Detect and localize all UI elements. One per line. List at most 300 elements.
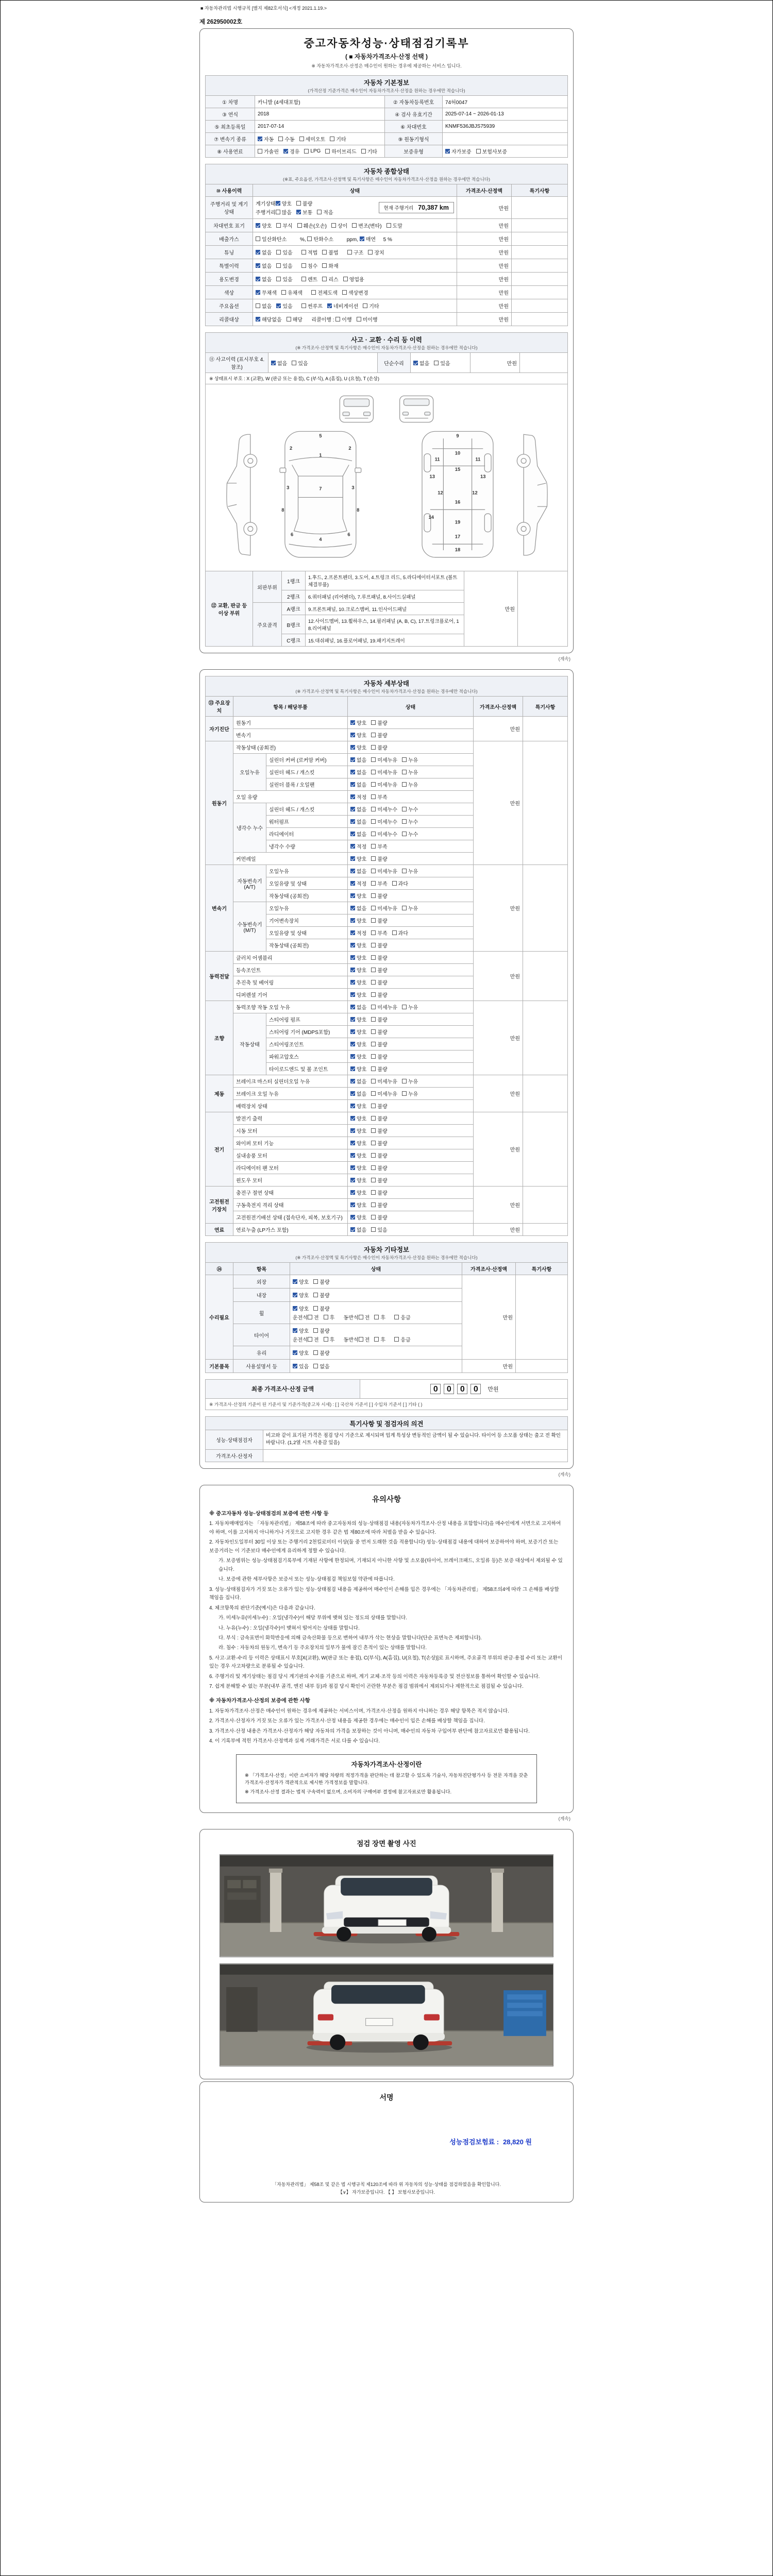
option-불량[interactable] xyxy=(313,1304,329,1312)
option-전[interactable] xyxy=(359,1335,370,1343)
option-가솔린[interactable] xyxy=(258,147,279,155)
option-이행[interactable] xyxy=(335,315,351,323)
checkbox-checked-icon[interactable] xyxy=(350,1202,355,1207)
checkbox-unchecked-icon[interactable] xyxy=(311,290,316,295)
option-보험사보증[interactable] xyxy=(476,147,507,155)
option-불량[interactable] xyxy=(371,1164,387,1172)
checkbox-checked-icon[interactable] xyxy=(256,250,260,255)
checkbox-unchecked-icon[interactable] xyxy=(402,770,407,774)
option-누유[interactable] xyxy=(402,1003,418,1011)
checkbox-unchecked-icon[interactable] xyxy=(476,149,481,154)
option-양호[interactable] xyxy=(293,1304,309,1312)
checkbox-checked-icon[interactable] xyxy=(350,1165,355,1170)
checkbox-unchecked-icon[interactable] xyxy=(371,1005,376,1009)
checkbox-unchecked-icon[interactable] xyxy=(297,223,302,228)
option-있음[interactable] xyxy=(371,1226,387,1233)
checkbox-checked-icon[interactable] xyxy=(350,782,355,787)
checkbox-checked-icon[interactable] xyxy=(271,361,276,365)
option-없음[interactable] xyxy=(350,1090,366,1097)
option-전체도색[interactable] xyxy=(311,289,338,296)
checkbox-unchecked-icon[interactable] xyxy=(324,1315,328,1319)
option-기타[interactable] xyxy=(363,302,379,310)
checkbox-unchecked-icon[interactable] xyxy=(371,1141,376,1145)
option-썬루프[interactable] xyxy=(301,302,323,310)
option-양호[interactable] xyxy=(293,1291,309,1299)
checkbox-unchecked-icon[interactable] xyxy=(313,1328,318,1333)
checkbox-checked-icon[interactable] xyxy=(276,303,281,308)
option-렌트[interactable] xyxy=(301,275,317,283)
option-양호[interactable] xyxy=(350,1201,366,1209)
option-탄화수소[interactable] xyxy=(307,235,333,243)
option-불량[interactable] xyxy=(371,978,387,986)
option-전[interactable] xyxy=(359,1313,370,1321)
checkbox-unchecked-icon[interactable] xyxy=(292,361,296,365)
checkbox-unchecked-icon[interactable] xyxy=(276,277,281,281)
checkbox-checked-icon[interactable] xyxy=(350,1178,355,1182)
checkbox-unchecked-icon[interactable] xyxy=(322,250,327,255)
option-양호[interactable] xyxy=(350,1102,366,1110)
option-양호[interactable] xyxy=(350,731,366,739)
checkbox-unchecked-icon[interactable] xyxy=(331,223,336,228)
option-없음[interactable] xyxy=(256,302,272,310)
option-없음[interactable] xyxy=(350,867,366,875)
checkbox-checked-icon[interactable] xyxy=(276,201,280,206)
checkbox-checked-icon[interactable] xyxy=(350,1128,355,1133)
option-응급[interactable] xyxy=(394,1313,410,1321)
checkbox-checked-icon[interactable] xyxy=(413,361,418,365)
option-불량[interactable] xyxy=(371,1176,387,1184)
option-불법[interactable] xyxy=(322,248,338,256)
option-있음[interactable] xyxy=(434,359,450,367)
option-양호[interactable] xyxy=(350,1065,366,1073)
option-미세누유[interactable] xyxy=(371,867,397,875)
option-기타[interactable] xyxy=(361,147,377,155)
checkbox-unchecked-icon[interactable] xyxy=(313,1279,318,1284)
checkbox-checked-icon[interactable] xyxy=(350,992,355,997)
option-누유[interactable] xyxy=(402,781,418,788)
checkbox-checked-icon[interactable] xyxy=(350,1190,355,1195)
checkbox-unchecked-icon[interactable] xyxy=(371,819,376,824)
checkbox-checked-icon[interactable] xyxy=(350,832,355,836)
option-양호[interactable] xyxy=(350,978,366,986)
checkbox-checked-icon[interactable] xyxy=(350,856,355,861)
option-양호[interactable] xyxy=(350,1015,366,1023)
option-기타[interactable] xyxy=(330,135,346,143)
checkbox-unchecked-icon[interactable] xyxy=(276,250,281,255)
option-누유[interactable] xyxy=(402,867,418,875)
checkbox-unchecked-icon[interactable] xyxy=(374,1315,379,1319)
option-없음[interactable] xyxy=(350,1226,366,1233)
checkbox-unchecked-icon[interactable] xyxy=(394,1315,399,1319)
option-불량[interactable] xyxy=(371,719,387,726)
checkbox-unchecked-icon[interactable] xyxy=(402,1079,407,1083)
checkbox-unchecked-icon[interactable] xyxy=(374,1337,379,1342)
checkbox-unchecked-icon[interactable] xyxy=(325,149,330,154)
checkbox-unchecked-icon[interactable] xyxy=(371,1190,376,1195)
option-양호[interactable] xyxy=(293,1327,309,1334)
checkbox-unchecked-icon[interactable] xyxy=(313,1350,318,1355)
checkbox-checked-icon[interactable] xyxy=(256,290,260,295)
option-미세누유[interactable] xyxy=(371,1003,397,1011)
option-불량[interactable] xyxy=(371,954,387,961)
option-없음[interactable] xyxy=(350,904,366,912)
checkbox-unchecked-icon[interactable] xyxy=(256,303,260,308)
option-자동[interactable] xyxy=(258,135,274,143)
checkbox-unchecked-icon[interactable] xyxy=(322,263,327,268)
option-부족[interactable] xyxy=(371,842,387,850)
checkbox-unchecked-icon[interactable] xyxy=(402,1005,407,1009)
checkbox-unchecked-icon[interactable] xyxy=(322,277,327,281)
checkbox-checked-icon[interactable] xyxy=(293,1328,297,1333)
option-양호[interactable] xyxy=(350,1127,366,1134)
option-미세누유[interactable] xyxy=(371,768,397,776)
checkbox-unchecked-icon[interactable] xyxy=(296,201,301,206)
option-없음[interactable] xyxy=(256,248,272,256)
checkbox-unchecked-icon[interactable] xyxy=(371,1104,376,1108)
option-불량[interactable] xyxy=(371,1053,387,1060)
checkbox-checked-icon[interactable] xyxy=(293,1293,297,1297)
option-있음[interactable] xyxy=(276,248,292,256)
checkbox-unchecked-icon[interactable] xyxy=(308,1337,312,1342)
checkbox-unchecked-icon[interactable] xyxy=(363,303,367,308)
option-양호[interactable] xyxy=(350,1028,366,1036)
option-양호[interactable] xyxy=(350,1139,366,1147)
checkbox-unchecked-icon[interactable] xyxy=(371,968,376,972)
option-없음[interactable] xyxy=(350,756,366,764)
checkbox-unchecked-icon[interactable] xyxy=(371,745,376,750)
checkbox-unchecked-icon[interactable] xyxy=(371,1066,376,1071)
checkbox-unchecked-icon[interactable] xyxy=(371,794,376,799)
option-보통[interactable] xyxy=(296,208,312,216)
option-네비게이션[interactable] xyxy=(327,302,358,310)
checkbox-unchecked-icon[interactable] xyxy=(371,869,376,873)
option-있음[interactable] xyxy=(276,302,292,310)
option-불량[interactable] xyxy=(371,941,387,949)
option-적정[interactable] xyxy=(350,793,366,801)
option-불량[interactable] xyxy=(371,1114,387,1122)
checkbox-unchecked-icon[interactable] xyxy=(402,1091,407,1096)
option-색상변경[interactable] xyxy=(342,289,368,296)
checkbox-unchecked-icon[interactable] xyxy=(371,720,376,725)
option-과다[interactable] xyxy=(392,879,408,887)
option-없음[interactable] xyxy=(256,275,272,283)
checkbox-unchecked-icon[interactable] xyxy=(281,290,286,295)
option-누수[interactable] xyxy=(402,818,418,825)
checkbox-unchecked-icon[interactable] xyxy=(352,223,357,228)
checkbox-checked-icon[interactable] xyxy=(293,1350,297,1355)
checkbox-checked-icon[interactable] xyxy=(256,223,260,228)
checkbox-checked-icon[interactable] xyxy=(296,210,301,214)
checkbox-unchecked-icon[interactable] xyxy=(371,1227,376,1232)
checkbox-checked-icon[interactable] xyxy=(350,807,355,811)
checkbox-unchecked-icon[interactable] xyxy=(301,303,306,308)
checkbox-checked-icon[interactable] xyxy=(350,757,355,762)
option-없음[interactable] xyxy=(413,359,429,367)
option-LPG[interactable] xyxy=(304,148,321,154)
checkbox-unchecked-icon[interactable] xyxy=(371,1054,376,1059)
checkbox-unchecked-icon[interactable] xyxy=(371,1079,376,1083)
option-양호[interactable] xyxy=(350,954,366,961)
option-누유[interactable] xyxy=(402,1077,418,1085)
checkbox-checked-icon[interactable] xyxy=(256,317,260,321)
option-있음[interactable] xyxy=(292,359,308,367)
checkbox-unchecked-icon[interactable] xyxy=(371,757,376,762)
checkbox-unchecked-icon[interactable] xyxy=(301,263,306,268)
option-화재[interactable] xyxy=(322,262,338,269)
option-후[interactable] xyxy=(324,1313,335,1321)
option-양호[interactable] xyxy=(350,719,366,726)
checkbox-unchecked-icon[interactable] xyxy=(371,1029,376,1034)
checkbox-unchecked-icon[interactable] xyxy=(368,250,373,255)
checkbox-checked-icon[interactable] xyxy=(350,918,355,923)
option-불량[interactable] xyxy=(371,1151,387,1159)
checkbox-checked-icon[interactable] xyxy=(350,1104,355,1108)
checkbox-unchecked-icon[interactable] xyxy=(371,832,376,836)
checkbox-unchecked-icon[interactable] xyxy=(371,1091,376,1096)
option-미세누유[interactable] xyxy=(371,1077,397,1085)
option-세미오토[interactable] xyxy=(299,135,326,143)
option-적정[interactable] xyxy=(350,929,366,937)
option-상이[interactable] xyxy=(331,222,347,229)
checkbox-checked-icon[interactable] xyxy=(360,236,364,241)
option-침수[interactable] xyxy=(301,262,317,269)
checkbox-unchecked-icon[interactable] xyxy=(371,807,376,811)
checkbox-checked-icon[interactable] xyxy=(350,1116,355,1121)
option-불량[interactable] xyxy=(371,1028,387,1036)
option-불량[interactable] xyxy=(371,966,387,974)
checkbox-unchecked-icon[interactable] xyxy=(299,137,304,141)
checkbox-unchecked-icon[interactable] xyxy=(313,1364,318,1368)
checkbox-unchecked-icon[interactable] xyxy=(359,1315,363,1319)
option-유채색[interactable] xyxy=(281,289,303,296)
option-있음[interactable] xyxy=(293,1362,309,1370)
option-후[interactable] xyxy=(374,1335,385,1343)
checkbox-unchecked-icon[interactable] xyxy=(371,980,376,985)
checkbox-unchecked-icon[interactable] xyxy=(361,149,366,154)
checkbox-unchecked-icon[interactable] xyxy=(371,733,376,737)
option-수동[interactable] xyxy=(278,135,294,143)
checkbox-checked-icon[interactable] xyxy=(350,770,355,774)
checkbox-unchecked-icon[interactable] xyxy=(371,881,376,886)
option-일산화탄소[interactable] xyxy=(256,235,287,243)
option-불량[interactable] xyxy=(371,1213,387,1221)
checkbox-unchecked-icon[interactable] xyxy=(256,236,260,241)
option-양호[interactable] xyxy=(350,855,366,862)
checkbox-unchecked-icon[interactable] xyxy=(402,757,407,762)
checkbox-unchecked-icon[interactable] xyxy=(307,236,312,241)
option-양호[interactable] xyxy=(350,1040,366,1048)
option-불량[interactable] xyxy=(371,855,387,862)
option-미세누유[interactable] xyxy=(371,1090,397,1097)
option-없음[interactable] xyxy=(350,818,366,825)
checkbox-checked-icon[interactable] xyxy=(445,149,450,154)
checkbox-checked-icon[interactable] xyxy=(350,1054,355,1059)
option-도말[interactable] xyxy=(386,222,402,229)
option-전[interactable] xyxy=(308,1313,319,1321)
option-없음[interactable] xyxy=(350,805,366,813)
option-불량[interactable] xyxy=(371,1065,387,1073)
option-적정[interactable] xyxy=(350,842,366,850)
option-양호[interactable] xyxy=(350,1053,366,1060)
checkbox-unchecked-icon[interactable] xyxy=(258,149,262,154)
checkbox-checked-icon[interactable] xyxy=(327,303,332,308)
option-양호[interactable] xyxy=(350,1213,366,1221)
checkbox-unchecked-icon[interactable] xyxy=(359,1337,363,1342)
checkbox-checked-icon[interactable] xyxy=(293,1364,297,1368)
checkbox-checked-icon[interactable] xyxy=(350,881,355,886)
checkbox-checked-icon[interactable] xyxy=(350,1042,355,1046)
option-훼손(오손)[interactable] xyxy=(297,222,327,229)
checkbox-checked-icon[interactable] xyxy=(283,149,288,154)
option-불량[interactable] xyxy=(371,731,387,739)
checkbox-unchecked-icon[interactable] xyxy=(313,1293,318,1297)
checkbox-unchecked-icon[interactable] xyxy=(434,361,439,365)
option-불량[interactable] xyxy=(371,1102,387,1110)
checkbox-checked-icon[interactable] xyxy=(350,930,355,935)
option-있음[interactable] xyxy=(276,262,292,269)
checkbox-unchecked-icon[interactable] xyxy=(371,1042,376,1046)
option-미이행[interactable] xyxy=(357,315,378,323)
option-누유[interactable] xyxy=(402,904,418,912)
option-미세누수[interactable] xyxy=(371,805,397,813)
option-부식[interactable] xyxy=(276,222,292,229)
option-누수[interactable] xyxy=(402,830,418,838)
checkbox-checked-icon[interactable] xyxy=(350,844,355,849)
option-양호[interactable] xyxy=(350,743,366,751)
option-하이브리드[interactable] xyxy=(325,147,356,155)
option-양호[interactable] xyxy=(293,1349,309,1357)
option-해당없음[interactable] xyxy=(256,315,282,323)
option-불량[interactable] xyxy=(313,1291,329,1299)
checkbox-checked-icon[interactable] xyxy=(350,980,355,985)
option-후[interactable] xyxy=(374,1313,385,1321)
option-미세누유[interactable] xyxy=(371,904,397,912)
checkbox-unchecked-icon[interactable] xyxy=(371,943,376,947)
option-부족[interactable] xyxy=(371,879,387,887)
checkbox-unchecked-icon[interactable] xyxy=(301,277,306,281)
checkbox-checked-icon[interactable] xyxy=(350,869,355,873)
option-과다[interactable] xyxy=(392,929,408,937)
option-양호[interactable] xyxy=(350,941,366,949)
option-불량[interactable] xyxy=(371,1015,387,1023)
option-없음[interactable] xyxy=(350,768,366,776)
option-해당[interactable] xyxy=(287,315,303,323)
option-없음[interactable] xyxy=(350,1077,366,1085)
checkbox-unchecked-icon[interactable] xyxy=(371,992,376,997)
checkbox-unchecked-icon[interactable] xyxy=(371,1153,376,1158)
option-없음[interactable] xyxy=(271,359,287,367)
option-불량[interactable] xyxy=(371,991,387,998)
option-미세누유[interactable] xyxy=(371,756,397,764)
checkbox-unchecked-icon[interactable] xyxy=(392,930,397,935)
option-부족[interactable] xyxy=(371,793,387,801)
checkbox-checked-icon[interactable] xyxy=(350,893,355,898)
option-있음[interactable] xyxy=(276,275,292,283)
option-누유[interactable] xyxy=(402,1090,418,1097)
checkbox-checked-icon[interactable] xyxy=(350,1005,355,1009)
option-양호[interactable] xyxy=(256,222,272,229)
option-무채색[interactable] xyxy=(256,289,277,296)
checkbox-unchecked-icon[interactable] xyxy=(371,906,376,910)
checkbox-unchecked-icon[interactable] xyxy=(371,1116,376,1121)
option-양호[interactable] xyxy=(350,966,366,974)
option-변조(변타)[interactable] xyxy=(352,222,381,229)
checkbox-unchecked-icon[interactable] xyxy=(371,918,376,923)
option-응급[interactable] xyxy=(394,1335,410,1343)
checkbox-checked-icon[interactable] xyxy=(350,794,355,799)
option-불량[interactable] xyxy=(371,743,387,751)
checkbox-checked-icon[interactable] xyxy=(350,1227,355,1232)
option-미세누유[interactable] xyxy=(371,781,397,788)
option-리스[interactable] xyxy=(322,275,338,283)
option-누유[interactable] xyxy=(402,768,418,776)
checkbox-unchecked-icon[interactable] xyxy=(330,137,334,141)
option-양호[interactable] xyxy=(350,1189,366,1196)
option-장치[interactable] xyxy=(368,248,384,256)
checkbox-unchecked-icon[interactable] xyxy=(371,893,376,898)
checkbox-unchecked-icon[interactable] xyxy=(304,149,309,154)
option-양호[interactable] xyxy=(276,199,292,207)
checkbox-checked-icon[interactable] xyxy=(350,1215,355,1219)
checkbox-checked-icon[interactable] xyxy=(350,733,355,737)
checkbox-unchecked-icon[interactable] xyxy=(402,869,407,873)
checkbox-unchecked-icon[interactable] xyxy=(386,223,391,228)
option-자가보증[interactable] xyxy=(445,147,472,155)
option-불량[interactable] xyxy=(296,199,312,207)
checkbox-unchecked-icon[interactable] xyxy=(402,807,407,811)
checkbox-checked-icon[interactable] xyxy=(350,1153,355,1158)
checkbox-unchecked-icon[interactable] xyxy=(371,770,376,774)
checkbox-checked-icon[interactable] xyxy=(350,955,355,960)
option-양호[interactable] xyxy=(350,1164,366,1172)
checkbox-checked-icon[interactable] xyxy=(256,263,260,268)
checkbox-unchecked-icon[interactable] xyxy=(371,1215,376,1219)
checkbox-unchecked-icon[interactable] xyxy=(402,782,407,787)
option-많음[interactable] xyxy=(276,208,292,216)
checkbox-unchecked-icon[interactable] xyxy=(301,250,306,255)
checkbox-checked-icon[interactable] xyxy=(293,1279,297,1284)
checkbox-checked-icon[interactable] xyxy=(350,906,355,910)
checkbox-unchecked-icon[interactable] xyxy=(402,819,407,824)
option-전[interactable] xyxy=(308,1335,319,1343)
option-영업용[interactable] xyxy=(343,275,364,283)
checkbox-unchecked-icon[interactable] xyxy=(287,317,291,321)
checkbox-unchecked-icon[interactable] xyxy=(278,137,283,141)
option-없음[interactable] xyxy=(313,1362,329,1370)
checkbox-unchecked-icon[interactable] xyxy=(335,317,340,321)
option-양호[interactable] xyxy=(350,991,366,998)
option-매연[interactable] xyxy=(360,235,376,243)
checkbox-checked-icon[interactable] xyxy=(350,1017,355,1022)
option-불량[interactable] xyxy=(371,1201,387,1209)
checkbox-unchecked-icon[interactable] xyxy=(357,317,361,321)
checkbox-unchecked-icon[interactable] xyxy=(371,1165,376,1170)
option-양호[interactable] xyxy=(350,892,366,900)
option-없음[interactable] xyxy=(350,1003,366,1011)
checkbox-unchecked-icon[interactable] xyxy=(324,1337,328,1342)
checkbox-unchecked-icon[interactable] xyxy=(313,1306,318,1311)
option-미세누수[interactable] xyxy=(371,818,397,825)
checkbox-unchecked-icon[interactable] xyxy=(276,210,280,214)
checkbox-unchecked-icon[interactable] xyxy=(371,1202,376,1207)
checkbox-checked-icon[interactable] xyxy=(350,1029,355,1034)
checkbox-checked-icon[interactable] xyxy=(350,745,355,750)
checkbox-unchecked-icon[interactable] xyxy=(402,832,407,836)
checkbox-unchecked-icon[interactable] xyxy=(371,844,376,849)
option-양호[interactable] xyxy=(293,1278,309,1285)
checkbox-unchecked-icon[interactable] xyxy=(343,277,348,281)
option-없음[interactable] xyxy=(350,781,366,788)
